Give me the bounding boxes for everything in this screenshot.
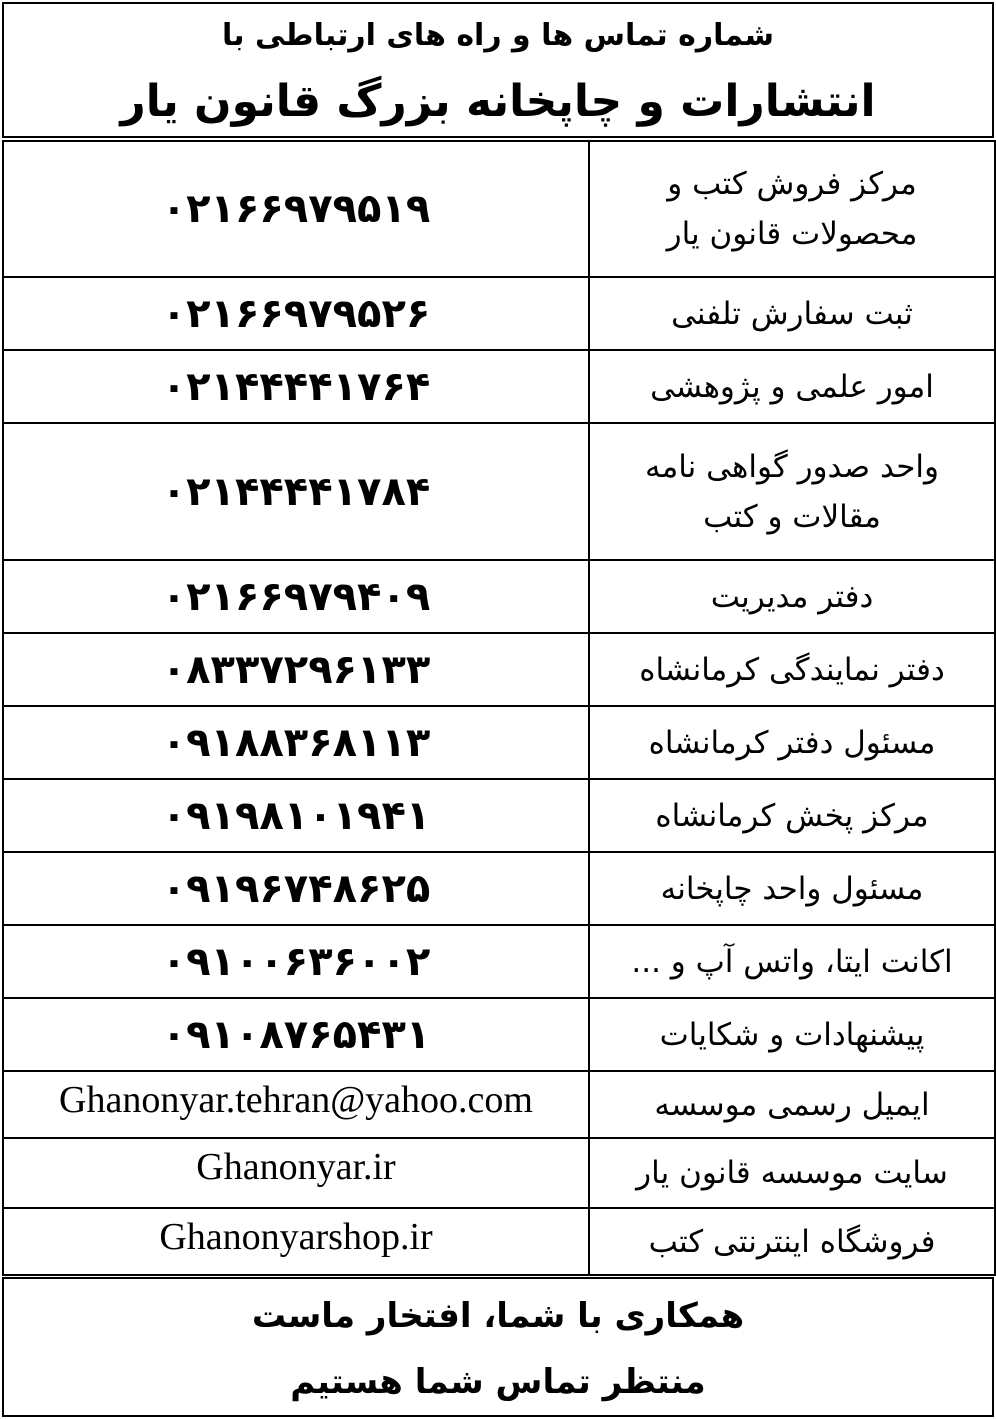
table-row [3,779,995,852]
table-row [3,925,995,998]
table-row [3,1138,995,1208]
contact-label [589,350,995,423]
contact-label [589,1138,995,1208]
phone-number: ۰۹۱۰۸۷۶۵۴۳۱ [161,1011,431,1058]
header-box [2,2,994,138]
row-label: مرکز پخش کرمانشاه [655,797,929,834]
contact-value [3,633,589,706]
phone-number: ۰۹۱۰۰۶۳۶۰۰۲ [161,938,431,985]
table-row [3,852,995,925]
contact-value [3,706,589,779]
contact-value [3,1208,589,1275]
contact-value [3,423,589,560]
contact-table [2,140,996,1276]
contact-label [589,277,995,350]
contact-value [3,560,589,633]
row-label: مرکز فروش کتب و محصولات قانون یار [666,166,918,252]
email-address: Ghanonyar.tehran@yahoo.com [59,1079,533,1121]
contact-label [589,925,995,998]
table-row [3,998,995,1071]
row-label: فروشگاه اینترنتی کتب [648,1223,936,1260]
table-row [3,141,995,277]
table-row [3,423,995,560]
phone-number: ۰۲۱۶۶۹۷۹۴۰۹ [161,573,431,620]
phone-number: ۰۹۱۸۸۳۶۸۱۱۳ [161,719,431,766]
phone-number: ۰۲۱۴۴۴۴۱۷۶۴ [161,363,431,410]
contact-value [3,925,589,998]
phone-number: ۰۲۱۶۶۹۷۹۵۱۹ [161,186,431,232]
website-address: Ghanonyar.ir [196,1146,396,1188]
footer-box [2,1277,994,1417]
contact-label [589,560,995,633]
phone-number: ۰۲۱۴۴۴۴۱۷۸۴ [161,468,431,515]
table-row [3,350,995,423]
row-label: ایمیل رسمی موسسه [654,1086,930,1123]
contact-label [589,706,995,779]
row-label: امور علمی و پژوهشی [650,368,934,405]
table-row [3,1071,995,1138]
phone-number: ۰۹۱۹۸۱۰۱۹۴۱ [161,792,431,839]
contact-label [589,852,995,925]
contact-label [589,1208,995,1275]
row-label: مسئول واحد چاپخانه [660,870,924,907]
contact-value [3,277,589,350]
table-row [3,1208,995,1275]
row-label: ثبت سفارش تلفنی [671,295,913,332]
contact-label [589,1071,995,1138]
contact-label [589,779,995,852]
contact-label [589,633,995,706]
phone-number: ۰۲۱۶۶۹۷۹۵۲۶ [161,290,431,337]
footer-message: همکاری با شما، افتخار ماست [251,1296,745,1336]
row-label: سایت موسسه قانون یار [636,1155,948,1191]
contact-value [3,141,589,277]
phone-number: ۰۹۱۹۶۷۴۸۶۲۵ [161,865,431,912]
table-row [3,706,995,779]
contact-value [3,1071,589,1138]
contact-label [589,423,995,560]
contact-label [589,998,995,1071]
contact-value [3,779,589,852]
row-label: دفتر نمایندگی کرمانشاه [639,651,945,688]
contact-label [589,141,995,277]
table-row [3,560,995,633]
row-label: پیشنهادات و شکایات [659,1016,925,1053]
row-label: مسئول دفتر کرمانشاه [648,724,936,761]
header-subtitle: شماره تماس ها و راه های ارتباطی با [221,18,774,53]
header-title: انتشارات و چاپخانه بزرگ قانون یار [120,76,876,127]
footer-invitation: منتظر تماس شما هستیم [290,1362,706,1402]
row-label: واحد صدور گواهی نامه مقالات و کتب [645,448,939,535]
shop-website-address: Ghanonyarshop.ir [159,1216,433,1258]
contact-value [3,350,589,423]
row-label: اکانت ایتا، واتس آپ و ... [631,943,953,980]
table-row [3,277,995,350]
phone-number: ۰۸۳۳۷۲۹۶۱۳۳ [161,646,431,693]
table-row [3,633,995,706]
contact-value [3,998,589,1071]
contact-value [3,1138,589,1208]
row-label: دفتر مدیریت [710,578,874,615]
contact-value [3,852,589,925]
